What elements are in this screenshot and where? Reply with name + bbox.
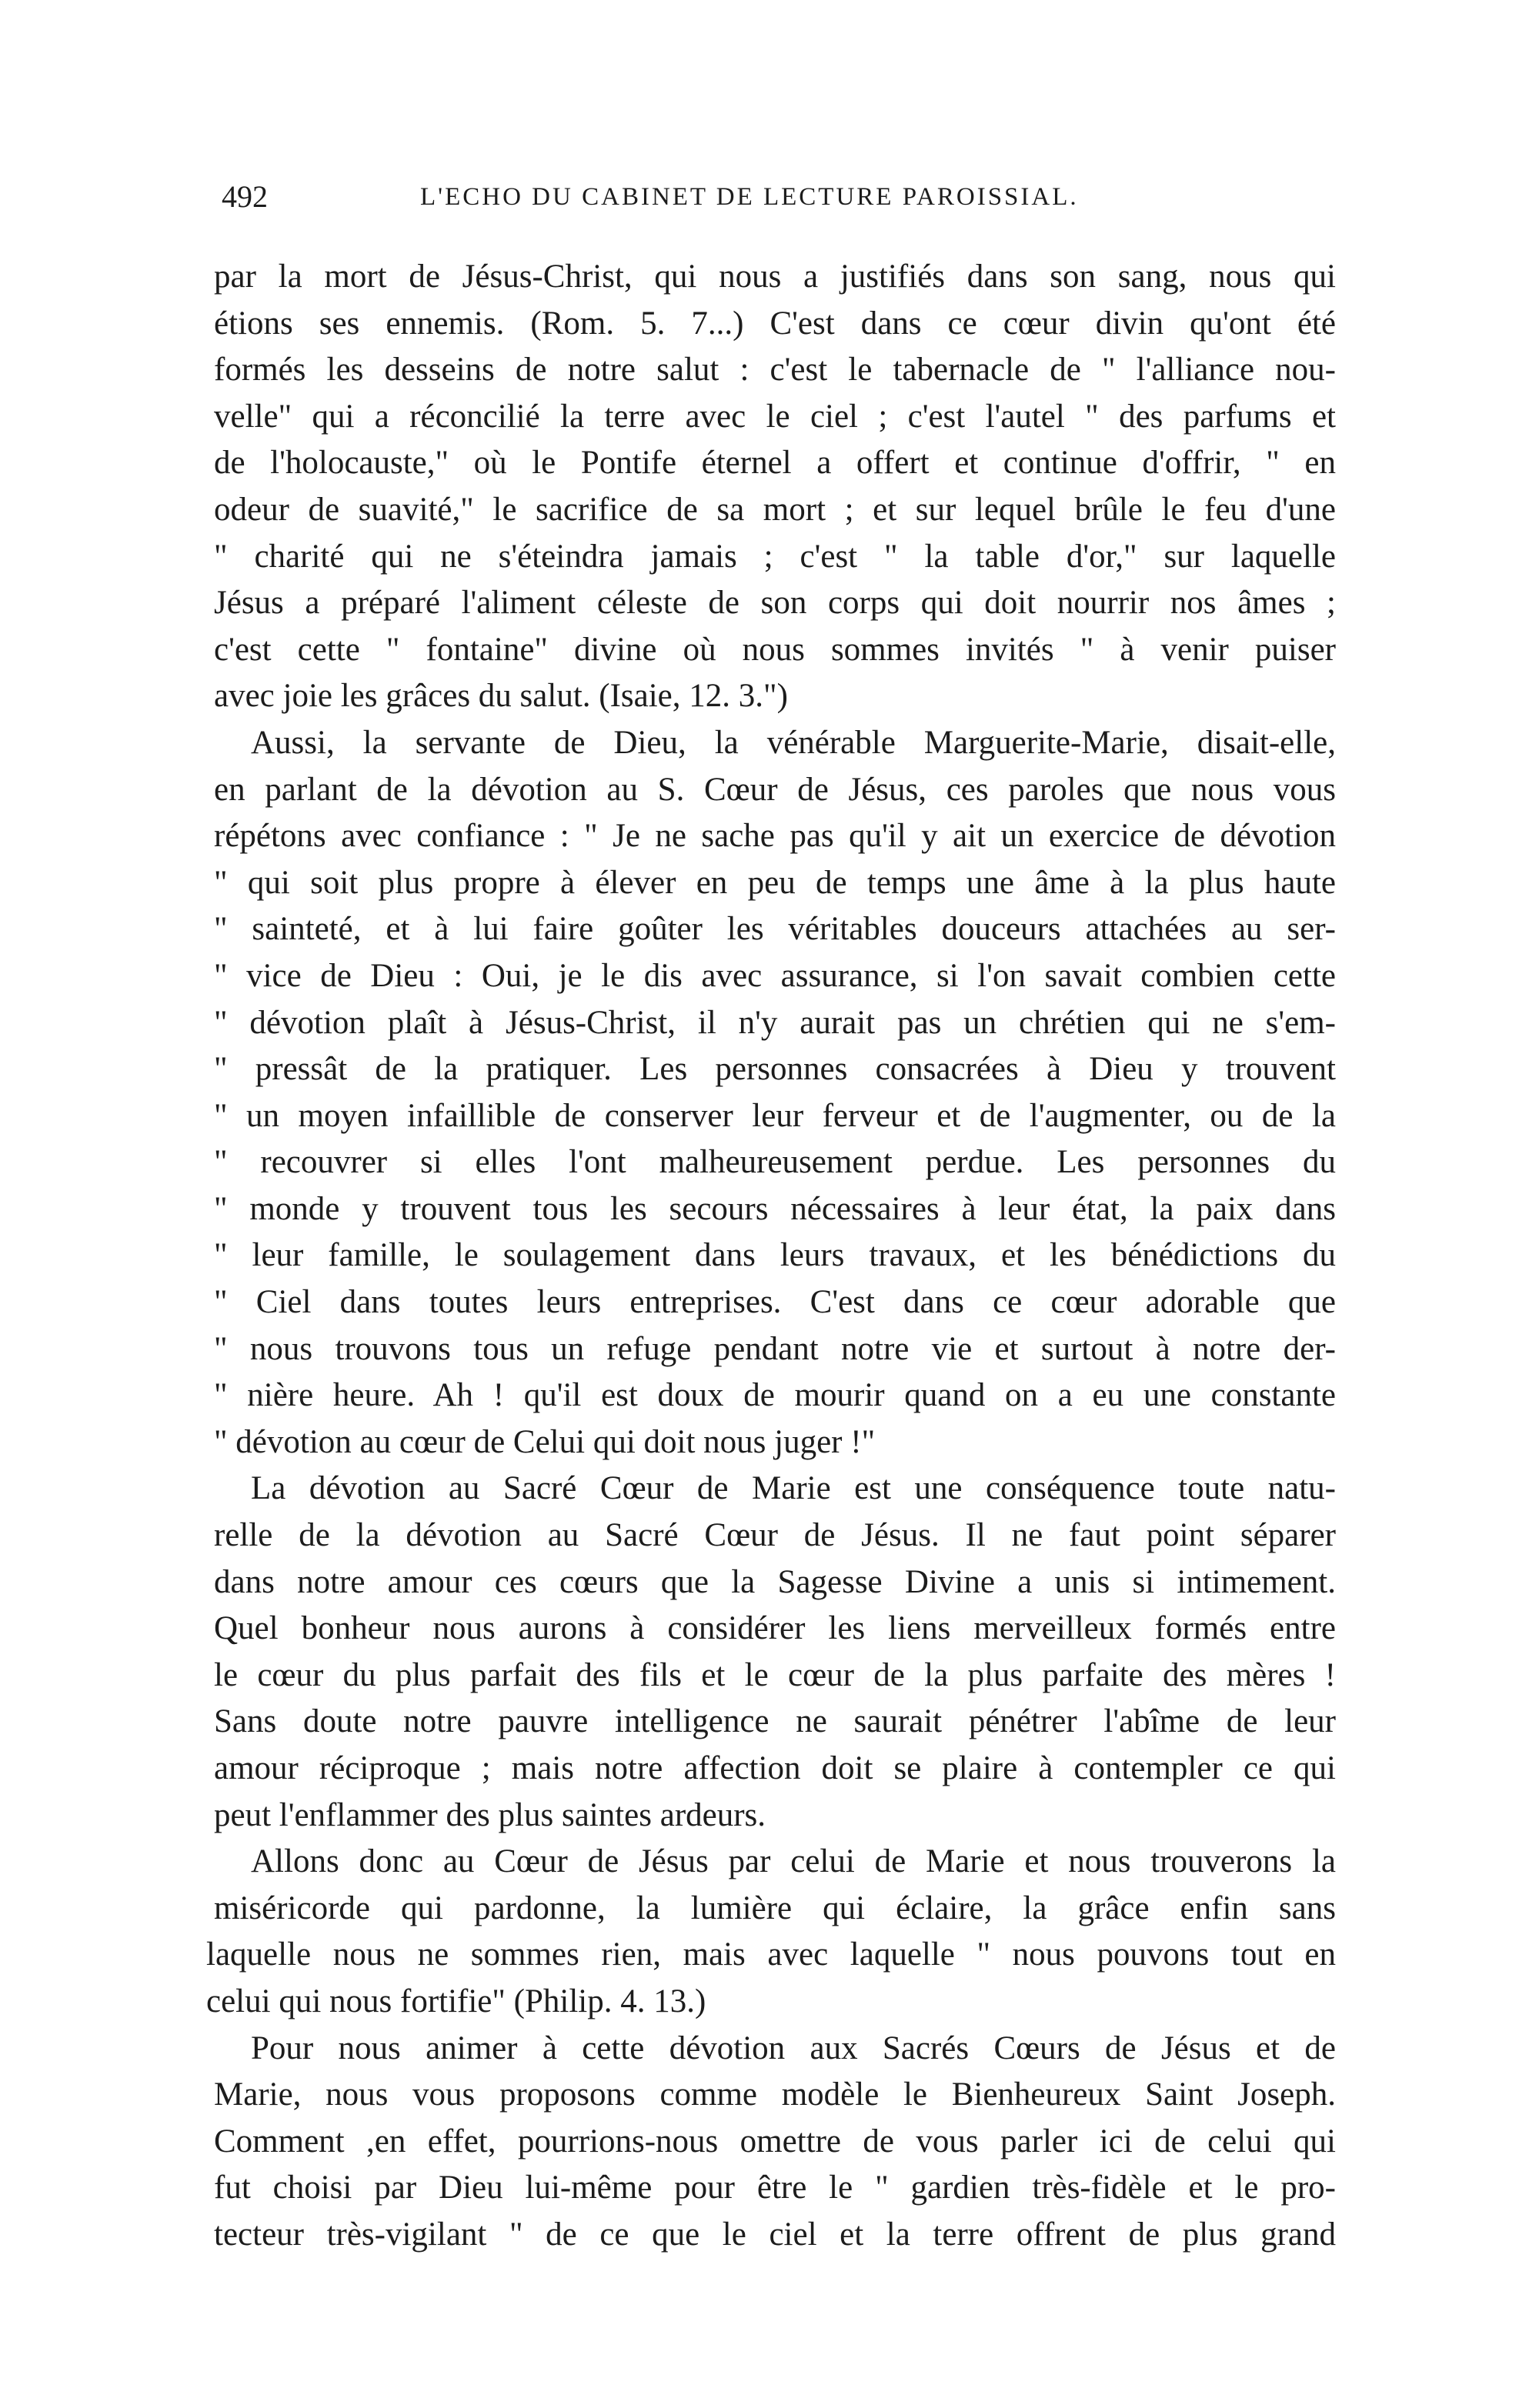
text-line: " qui soit plus propre à élever en peu de temps une âme à la plus haute (214, 864, 1336, 901)
text-line: " charité qui ne s'éteindra jamais ; c'est " la table d'or," sur laquelle (214, 538, 1336, 575)
page-number: 492 (222, 179, 268, 214)
text-line: " Ciel dans toutes leurs entreprises. C'est dans ce cœur adorable que (214, 1284, 1336, 1321)
text-line: amour réciproque ; mais notre affection doit se plaire à contempler ce qui (214, 1750, 1336, 1786)
text-line: Sans doute notre pauvre intelligence ne saurait pénétrer l'abîme de leur (214, 1703, 1336, 1740)
text-line: répétons avec confiance : " Je ne sache pas qu'il y ait un exercice de dévotion (214, 818, 1336, 855)
paragraph-start-line: Aussi, la servante de Dieu, la vénérable Marguerite-Marie, disait-elle, (251, 724, 1336, 761)
text-line: odeur de suavité," le sacrifice de sa mort ; et sur lequel brûle le feu d'une (214, 491, 1336, 528)
text-line: " pressât de la pratiquer. Les personnes consacrées à Dieu y trouvent (214, 1051, 1336, 1088)
text-line: " recouvrer si elles l'ont malheureusement perdue. Les personnes du (214, 1144, 1336, 1181)
text-line: fut choisi par Dieu lui-même pour être le " gardien très-fidèle et le pro- (214, 2170, 1336, 2206)
text-line: " sainteté, et à lui faire goûter les véritables douceurs attachées au ser- (214, 911, 1336, 948)
text-line: tecteur très-vigilant " de ce que le ciel et la terre offrent de plus grand (214, 2216, 1336, 2253)
text-line: " nière heure. Ah ! qu'il est doux de mourir quand on a eu une constante (214, 1377, 1336, 1414)
text-line: peut l'enflammer des plus saintes ardeurs. (214, 1796, 766, 1833)
paragraph-start-line: Allons donc au Cœur de Jésus par celui de Marie et nous trouverons la (251, 1843, 1336, 1880)
text-line: Comment ,en effet, pourrions-nous omettre de vous parler ici de celui qui (214, 2123, 1336, 2160)
text-line: " un moyen infaillible de conserver leur ferveur et de l'augmenter, ou de la (214, 1097, 1336, 1134)
text-line: " vice de Dieu : Oui, je le dis avec assurance, si l'on savait combien cette (214, 957, 1336, 994)
text-line: " dévotion au cœur de Celui qui doit nous juger !" (214, 1423, 876, 1460)
text-line: " nous trouvons tous un refuge pendant notre vie et surtout à notre der- (214, 1330, 1336, 1367)
text-line: velle" qui a réconcilié la terre avec le ciel ; c'est l'autel " des parfums et (214, 398, 1336, 435)
text-line: étions ses ennemis. (Rom. 5. 7...) C'est dans ce cœur divin qu'ont été (214, 305, 1336, 342)
text-line: par la mort de Jésus-Christ, qui nous a justifiés dans son sang, nous qui (214, 258, 1336, 295)
text-line: formés les desseins de notre salut : c'est le tabernacle de " l'alliance nou- (214, 352, 1336, 389)
text-line: le cœur du plus parfait des fils et le cœur de la plus parfaite des mères ! (214, 1656, 1336, 1693)
text-line: dans notre amour ces cœurs que la Sagesse Divine a unis si intimement. (214, 1563, 1336, 1600)
text-line: Jésus a préparé l'aliment céleste de son corps qui doit nourrir nos âmes ; (214, 585, 1336, 622)
text-line: " monde y trouvent tous les secours nécessaires à leur état, la paix dans (214, 1190, 1336, 1227)
paragraph-start-line: Pour nous animer à cette dévotion aux Sacrés Cœurs de Jésus et de (251, 2029, 1336, 2066)
text-line: en parlant de la dévotion au S. Cœur de Jésus, ces paroles que nous vous (214, 771, 1336, 808)
text-line: laquelle nous ne sommes rien, mais avec laquelle " nous pouvons tout en (206, 1936, 1336, 1973)
text-line: miséricorde qui pardonne, la lumière qui éclaire, la grâce enfin sans (214, 1889, 1336, 1926)
text-line: c'est cette " fontaine" divine où nous sommes invités " à venir puiser (214, 631, 1336, 668)
text-line: relle de la dévotion au Sacré Cœur de Jésus. Il ne faut point séparer (214, 1517, 1336, 1554)
body-text (206, 254, 1336, 2259)
text-line: " leur famille, le soulagement dans leurs travaux, et les bénédictions du (214, 1237, 1336, 1274)
text-line: " dévotion plaît à Jésus-Christ, il n'y aurait pas un chrétien qui ne s'em- (214, 1004, 1336, 1041)
paragraph-start-line: La dévotion au Sacré Cœur de Marie est une conséquence toute natu- (251, 1470, 1336, 1507)
text-line: celui qui nous fortifie" (Philip. 4. 13.) (206, 1983, 706, 2019)
running-title: L'ECHO DU CABINET DE LECTURE PAROISSIAL. (420, 183, 1079, 211)
text-line: avec joie les grâces du salut. (Isaie, 12. 3.") (214, 678, 788, 715)
running-head (222, 174, 1337, 220)
text-line: Quel bonheur nous aurons à considérer les liens merveilleux formés entre (214, 1610, 1336, 1647)
text-line: de l'holocauste," où le Pontife éternel a offert et continue d'offrir, " en (214, 445, 1336, 482)
text-line: Marie, nous vous proposons comme modèle le Bienheureux Saint Joseph. (214, 2076, 1336, 2113)
